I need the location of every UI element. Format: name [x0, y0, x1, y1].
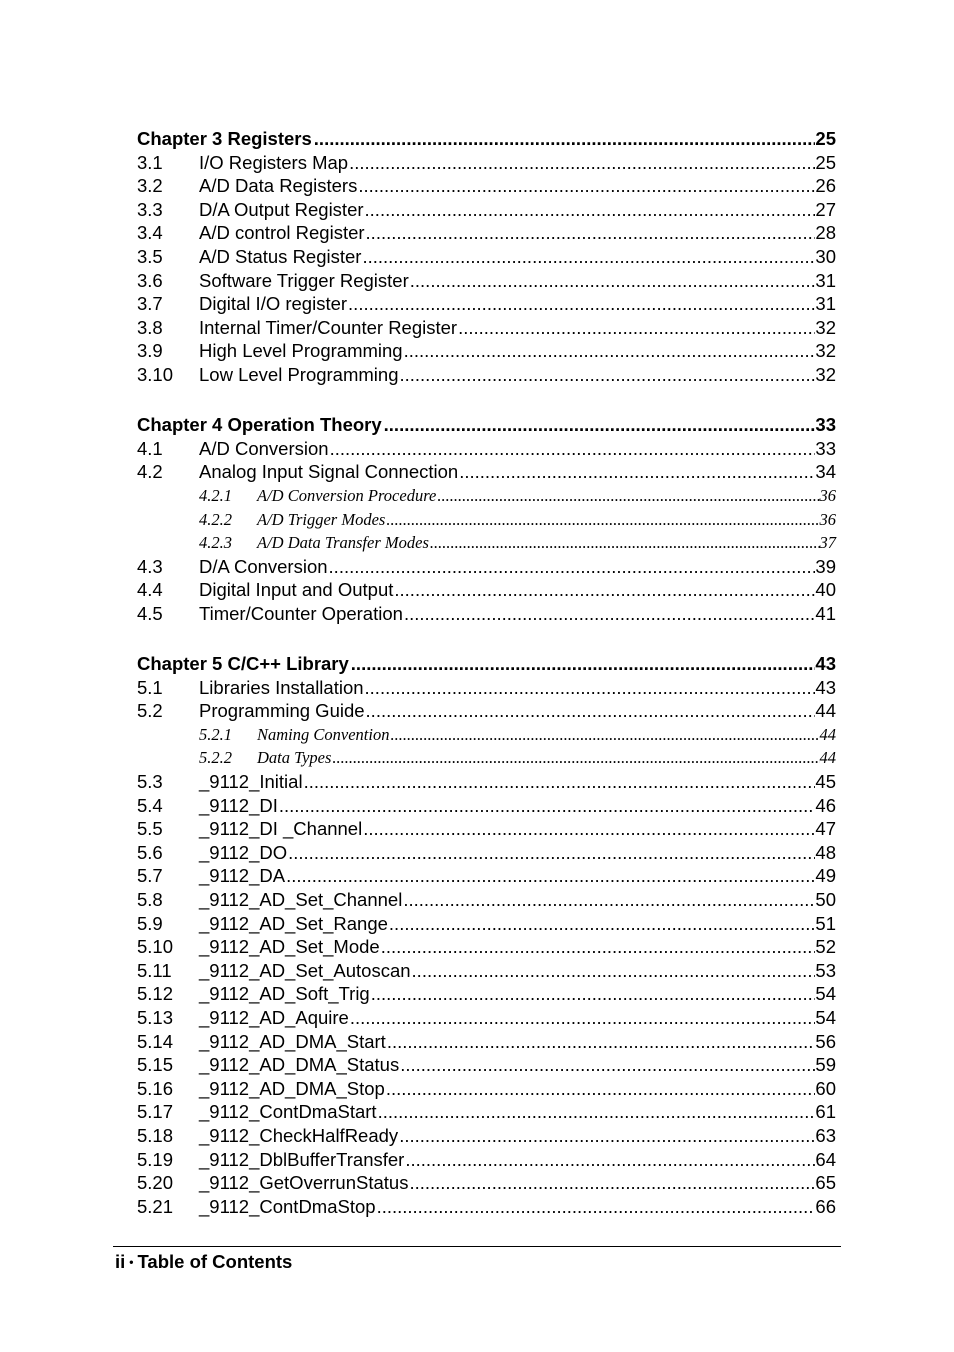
entry-title: Data Types: [257, 748, 332, 768]
toc-section-entry[interactable]: [137, 363, 836, 387]
entry-number: 5.18: [137, 1124, 174, 1146]
entry-page-number: 36: [819, 509, 836, 529]
entry-page-number: 32: [815, 363, 836, 385]
entry-title: A/D Data Transfer Modes: [257, 533, 429, 553]
entry-number: 3.1: [137, 151, 163, 173]
dot-leader: [437, 484, 819, 508]
entry-number: 5.12: [137, 983, 174, 1005]
dot-leader: [279, 794, 816, 818]
entry-page-number: 39: [815, 555, 836, 577]
toc-subsection-entry[interactable]: [137, 746, 836, 770]
entry-title: Internal Timer/Counter Register: [199, 316, 458, 338]
dot-leader: [404, 339, 816, 363]
entry-page-number: 31: [815, 293, 836, 315]
dot-leader: [405, 1148, 815, 1172]
entry-title: Timer/Counter Operation: [199, 602, 403, 624]
toc-section-entry[interactable]: [137, 221, 836, 245]
entry-title: Programming Guide: [199, 700, 365, 722]
page-footer: [115, 1250, 292, 1276]
dot-leader: [365, 198, 816, 222]
entry-title: Libraries Installation: [199, 676, 364, 698]
entry-number: 3.4: [137, 222, 163, 244]
entry-page-number: 60: [815, 1077, 836, 1099]
entry-page-number: 34: [815, 461, 836, 483]
toc-section-entry[interactable]: [137, 864, 836, 888]
dot-leader: [389, 912, 816, 936]
dot-leader: [365, 676, 816, 700]
dot-leader: [350, 1006, 816, 1030]
toc-section-entry[interactable]: [137, 935, 836, 959]
entry-page-number: 54: [815, 983, 836, 1005]
entry-page-number: 64: [815, 1148, 836, 1170]
entry-title: A/D Data Registers: [199, 175, 358, 197]
entry-number: 5.6: [137, 841, 163, 863]
entry-number: 3.2: [137, 175, 163, 197]
entry-page-number: 37: [819, 533, 836, 553]
toc-section-entry[interactable]: [137, 817, 836, 841]
entry-page-number: 59: [815, 1054, 836, 1076]
toc-chapter-heading[interactable]: [137, 127, 836, 151]
toc-subsection-entry[interactable]: [137, 531, 836, 555]
toc-section-entry[interactable]: [137, 888, 836, 912]
entry-number: 5.19: [137, 1148, 174, 1170]
footer-section-title: Table of Contents: [137, 1251, 293, 1272]
entry-page-number: 45: [815, 771, 836, 793]
entry-title: _9112_AD_Set_Range: [199, 912, 388, 934]
entry-page-number: 32: [815, 316, 836, 338]
entry-title: A/D Status Register: [199, 245, 362, 267]
entry-page-number: 56: [815, 1030, 836, 1052]
dot-leader: [362, 245, 815, 269]
entry-title: _9112_AD_DMA_Status: [199, 1054, 400, 1076]
entry-page-number: 61: [815, 1101, 836, 1123]
toc-section-entry[interactable]: [137, 841, 836, 865]
entry-number: 5.1: [137, 676, 163, 698]
toc-section-entry[interactable]: [137, 339, 836, 363]
entry-page-number: 40: [815, 579, 836, 601]
dot-leader: [286, 864, 815, 888]
entry-page-number: 26: [815, 175, 836, 197]
toc-subsection-entry[interactable]: [137, 723, 836, 747]
entry-number: 4.2.3: [199, 533, 232, 553]
dot-leader: [412, 959, 816, 983]
entry-number: 5.8: [137, 889, 163, 910]
entry-page-number: 27: [815, 198, 836, 220]
toc-section-entry[interactable]: [137, 1077, 836, 1101]
entry-page-number: 54: [815, 1006, 836, 1028]
toc-section-entry[interactable]: [137, 982, 836, 1006]
chapter-title: Chapter 5 C/C++ Library: [137, 653, 349, 675]
entry-number: 3.9: [137, 340, 163, 362]
dot-leader: [349, 151, 815, 175]
entry-title: A/D control Register: [199, 222, 365, 244]
dot-leader: [358, 174, 815, 198]
entry-title: D/A Conversion: [199, 555, 328, 577]
dot-leader: [386, 508, 819, 532]
entry-title: _9112_AD_Set_Autoscan: [199, 959, 411, 981]
entry-title: _9112_ContDmaStop: [199, 1195, 376, 1217]
toc-section-entry[interactable]: [137, 437, 836, 461]
toc-section-entry[interactable]: [137, 292, 836, 316]
entry-title: _9112_DI: [199, 794, 278, 816]
entry-page-number: 30: [815, 245, 836, 267]
dot-leader: [399, 363, 815, 387]
entry-number: 3.8: [137, 316, 163, 338]
entry-page-number: 32: [815, 340, 836, 362]
entry-title: _9112_GetOverrunStatus: [199, 1172, 409, 1194]
toc-section-entry[interactable]: [137, 959, 836, 983]
entry-title: _9112_AD_Set_Channel: [199, 889, 403, 910]
toc-subsection-entry[interactable]: [137, 484, 836, 508]
entry-title: Digital I/O register: [199, 293, 348, 315]
dot-leader: [304, 770, 816, 794]
entry-title: _9112_AD_Aquire: [199, 1006, 349, 1028]
entry-title: _9112_AD_DMA_Start: [199, 1030, 386, 1052]
entry-page-number: 52: [815, 936, 836, 958]
entry-number: 3.6: [137, 269, 163, 291]
dot-leader: [384, 413, 816, 437]
chapter-title: Chapter 4 Operation Theory: [137, 414, 382, 436]
dot-leader: [377, 1195, 816, 1219]
entry-title: A/D Trigger Modes: [257, 509, 386, 529]
dot-leader: [330, 437, 816, 461]
entry-number: 3.10: [137, 363, 174, 385]
entry-title: _9112_DA: [199, 865, 286, 887]
entry-page-number: 44: [819, 748, 836, 768]
toc-section-entry[interactable]: [137, 1006, 836, 1030]
toc-section-entry[interactable]: [137, 1148, 836, 1172]
entry-page-number: 48: [815, 841, 836, 863]
table-of-contents: [137, 127, 836, 1218]
toc-section-entry[interactable]: [137, 1195, 836, 1219]
entry-number: 4.4: [137, 579, 163, 601]
entry-number: 5.13: [137, 1006, 174, 1028]
entry-page-number: 25: [815, 151, 836, 173]
entry-title: A/D Conversion Procedure: [257, 485, 437, 505]
entry-page-number: 36: [819, 485, 836, 505]
dot-leader: [394, 578, 815, 602]
footer-page-number: ii: [115, 1251, 126, 1272]
entry-number: 5.7: [137, 865, 163, 887]
toc-section-entry[interactable]: [137, 245, 836, 269]
entry-number: 5.2.2: [199, 748, 232, 768]
entry-number: 5.11: [137, 959, 172, 981]
entry-title: _9112_AD_Set_Mode: [199, 936, 380, 958]
dot-leader: [381, 935, 816, 959]
entry-page-number: 49: [815, 865, 836, 887]
entry-title: _9112_Initial: [199, 771, 303, 793]
entry-number: 5.16: [137, 1077, 174, 1099]
dot-leader: [378, 1100, 816, 1124]
dot-leader: [371, 982, 816, 1006]
dot-leader: [314, 127, 816, 151]
entry-number: 3.7: [137, 293, 163, 315]
entry-number: 5.9: [137, 912, 163, 934]
entry-title: I/O Registers Map: [199, 151, 349, 173]
toc-section-entry[interactable]: [137, 1171, 836, 1195]
toc-section-entry[interactable]: [137, 555, 836, 579]
entry-title: A/D Conversion: [199, 437, 329, 459]
entry-page-number: 33: [815, 437, 836, 459]
entry-title: Analog Input Signal Connection: [199, 461, 459, 483]
entry-number: 5.15: [137, 1054, 174, 1076]
chapter-title: Chapter 3 Registers: [137, 128, 312, 149]
toc-section-entry[interactable]: [137, 770, 836, 794]
entry-number: 5.20: [137, 1172, 174, 1194]
dot-leader: [366, 221, 816, 245]
entry-page-number: 28: [815, 222, 836, 244]
dot-leader: [409, 1171, 815, 1195]
entry-number: 5.3: [137, 771, 163, 793]
toc-section-entry[interactable]: [137, 794, 836, 818]
entry-number: 3.3: [137, 198, 163, 220]
entry-title: _9112_CheckHalfReady: [199, 1124, 399, 1146]
dot-leader: [430, 531, 820, 555]
entry-number: 4.2.2: [199, 509, 232, 529]
dot-leader: [351, 652, 816, 676]
entry-number: 4.2: [137, 461, 163, 483]
entry-number: 4.1: [137, 437, 163, 459]
entry-number: 5.17: [137, 1101, 174, 1123]
toc-section-entry[interactable]: [137, 174, 836, 198]
dot-leader: [332, 746, 819, 770]
dot-leader: [390, 723, 819, 747]
dot-leader: [366, 699, 816, 723]
entry-title: D/A Output Register: [199, 198, 364, 220]
entry-title: _9112_DO: [199, 841, 288, 863]
dot-leader: [363, 817, 815, 841]
toc-section-entry[interactable]: [137, 1030, 836, 1054]
entry-page-number: 31: [815, 269, 836, 291]
toc-section-entry[interactable]: [137, 578, 836, 602]
entry-title: Digital Input and Output: [199, 579, 394, 601]
entry-number: 5.10: [137, 936, 174, 958]
entry-title: _9112_AD_Soft_Trig: [199, 983, 370, 1005]
entry-title: Naming Convention: [257, 724, 390, 744]
chapter-page-number: 25: [815, 128, 836, 149]
entry-number: 5.4: [137, 794, 163, 816]
toc-chapter-heading[interactable]: [137, 652, 836, 676]
entry-number: 4.5: [137, 602, 163, 624]
entry-page-number: 63: [815, 1124, 836, 1146]
dot-leader: [387, 1030, 816, 1054]
entry-page-number: 53: [815, 959, 836, 981]
entry-number: 4.3: [137, 555, 163, 577]
entry-page-number: 41: [815, 602, 836, 624]
chapter-page-number: 33: [815, 414, 836, 436]
toc-section-entry[interactable]: [137, 912, 836, 936]
toc-section-entry[interactable]: [137, 316, 836, 340]
toc-section-entry[interactable]: [137, 151, 836, 175]
dot-leader: [400, 1053, 815, 1077]
toc-section-entry[interactable]: [137, 1124, 836, 1148]
toc-section-entry[interactable]: [137, 602, 836, 626]
entry-page-number: 43: [815, 676, 836, 698]
entry-page-number: 66: [815, 1195, 836, 1217]
entry-page-number: 47: [815, 818, 836, 840]
toc-chapter-heading[interactable]: [137, 413, 836, 437]
dot-leader: [459, 460, 815, 484]
entry-number: 5.5: [137, 818, 163, 840]
entry-title: _9112_AD_DMA_Stop: [199, 1077, 385, 1099]
entry-title: Low Level Programming: [199, 363, 399, 385]
entry-page-number: 44: [815, 700, 836, 722]
entry-page-number: 50: [815, 889, 836, 910]
entry-number: 5.14: [137, 1030, 174, 1052]
dot-leader: [404, 602, 815, 626]
entry-page-number: 46: [815, 794, 836, 816]
chapter-gap: [137, 387, 836, 414]
entry-number: 5.2.1: [199, 724, 232, 744]
entry-number: 5.21: [137, 1195, 174, 1217]
dot-leader: [386, 1077, 816, 1101]
dot-leader: [410, 269, 816, 293]
entry-title: _9112_DI _Channel: [199, 818, 363, 840]
chapter-page-number: 43: [815, 653, 836, 675]
entry-page-number: 65: [815, 1172, 836, 1194]
entry-number: 5.2: [137, 700, 163, 722]
entry-number: 4.2.1: [199, 485, 232, 505]
entry-page-number: 44: [819, 724, 836, 744]
dot-leader: [329, 555, 816, 579]
dot-leader: [288, 841, 815, 865]
dot-leader: [458, 316, 815, 340]
toc-section-entry[interactable]: [137, 1100, 836, 1124]
chapter-gap: [137, 625, 836, 652]
footer-divider: [113, 1246, 841, 1247]
entry-title: _9112_ContDmaStart: [199, 1101, 377, 1123]
entry-title: _9112_DblBufferTransfer: [199, 1148, 405, 1170]
toc-section-entry[interactable]: [137, 699, 836, 723]
footer-bullet: •: [129, 1255, 134, 1269]
toc-section-entry[interactable]: [137, 676, 836, 700]
toc-section-entry[interactable]: [137, 198, 836, 222]
dot-leader: [403, 888, 815, 912]
toc-section-entry[interactable]: [137, 1053, 836, 1077]
entry-number: 3.5: [137, 245, 163, 267]
toc-section-entry[interactable]: [137, 460, 836, 484]
dot-leader: [399, 1124, 815, 1148]
toc-subsection-entry[interactable]: [137, 508, 836, 532]
entry-page-number: 51: [815, 912, 836, 934]
dot-leader: [348, 292, 815, 316]
entry-title: Software Trigger Register: [199, 269, 409, 291]
entry-title: High Level Programming: [199, 340, 403, 362]
toc-section-entry[interactable]: [137, 269, 836, 293]
